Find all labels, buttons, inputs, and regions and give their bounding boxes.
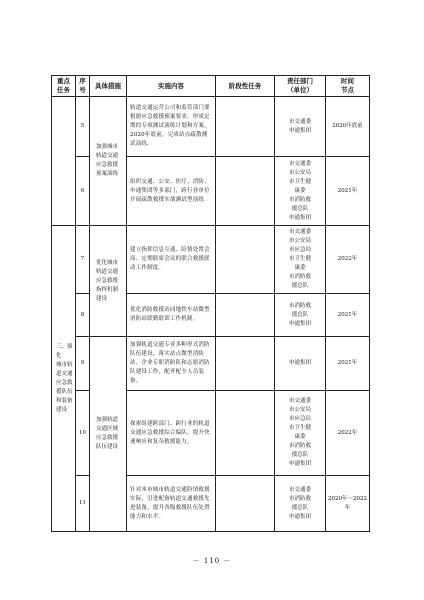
stage-cell bbox=[216, 97, 275, 157]
dept-cell: 申通集团 bbox=[275, 337, 326, 391]
row-number: 5 bbox=[76, 97, 90, 157]
stage-cell bbox=[216, 337, 275, 391]
row-number: 11 bbox=[76, 476, 90, 532]
stage-cell bbox=[216, 157, 275, 226]
node-cell: 2021年 bbox=[326, 157, 370, 226]
node-cell: 2020年底前 bbox=[326, 97, 370, 157]
table-header-row bbox=[52, 76, 370, 97]
dept-cell: 市交通委 市公安局 市应急局 市卫生健 康委 市消防救 援总队 申通集团 bbox=[275, 391, 326, 476]
header-number: 序 号 bbox=[76, 76, 90, 97]
stage-cell bbox=[216, 391, 275, 476]
dept-cell: 市交通委 市公安局 市卫生健 康委 市消防救 援总队 申通集团 bbox=[275, 157, 326, 226]
content-cell: 建立指挥信息互通、险情处置会商、定期联席会议的联合救援联动工作制度。 bbox=[127, 226, 216, 294]
measure-cell: 加强轨道 交通区域 应急救援 队伍建设 bbox=[90, 337, 127, 532]
dept-cell: 市交通委 申通集团 bbox=[275, 97, 326, 157]
dept-cell: 市交通委 市公安局 市应急局 市卫生健 康委 市消防救 援总队 bbox=[275, 226, 326, 294]
content-cell: 轨道交通运营公司和监管部门要根据应急救援预案要求，形成定期的专项测试演练计划和方案，2020年底前，完成站点疏散测试演练。 bbox=[127, 97, 216, 157]
priority-task-cell-empty bbox=[52, 97, 76, 226]
node-cell: 2021年 bbox=[326, 294, 370, 337]
node-cell: 2021年 bbox=[326, 337, 370, 391]
measure-cell: 优化城市 轨道交通 应急救援 指挥机制 建设 bbox=[90, 226, 127, 337]
row-number: 10 bbox=[76, 391, 90, 476]
header-stage: 阶段性任务 bbox=[216, 76, 275, 97]
dept-cell: 市消防救 援总队 申通集团 bbox=[275, 294, 326, 337]
measure-cell: 加强城市 轨道交通 应急救援 预案演练 bbox=[90, 97, 127, 226]
content-cell: 组织交通、公安、医疗、消防、申通集团等多部门，跨行业单位开展疏散救援实战测试型演练 bbox=[127, 157, 216, 226]
content-cell: 优化消防救援站同地铁车站微型消防站联勤联训工作机制。 bbox=[127, 294, 216, 337]
content-cell: 针对本市城市轨道交通险情救援实际，引进配备轨道交通救援先进装备，提升各级救援队伍处置能力和水平。 bbox=[127, 476, 216, 532]
dept-cell: 市交通委 市消防救 援总队 申通集团 bbox=[275, 476, 326, 532]
stage-cell bbox=[216, 476, 275, 532]
header-dept: 责任部门 （单位） bbox=[275, 76, 326, 97]
header-node: 时间 节点 bbox=[326, 76, 370, 97]
page-number: － 110 － bbox=[192, 557, 232, 565]
task-table bbox=[51, 75, 370, 532]
stage-cell bbox=[216, 226, 275, 294]
node-cell: 2022年 bbox=[326, 391, 370, 476]
header-priority-task: 重点 任务 bbox=[52, 76, 76, 97]
table-row bbox=[52, 337, 370, 391]
priority-task-cell: 三、强化 城市轨 道交通 应急救 援队伍 和装备 建设 bbox=[52, 226, 76, 532]
table-row bbox=[52, 97, 370, 157]
header-measure: 具体措施 bbox=[90, 76, 127, 97]
row-number: 9 bbox=[76, 337, 90, 391]
node-cell: 2022年 bbox=[326, 226, 370, 294]
row-number: 7 bbox=[76, 226, 90, 294]
table-row bbox=[52, 226, 370, 294]
node-cell: 2020年～2022年 bbox=[326, 476, 370, 532]
row-number: 8 bbox=[76, 294, 90, 337]
stage-cell bbox=[216, 294, 275, 337]
header-content: 实施内容 bbox=[127, 76, 216, 97]
content-cell: 探索组建跨部门、跨行业的轨道交通应急救援综合编队，提升快速响应和复杂救援能力。 bbox=[127, 391, 216, 476]
content-cell: 加强轨道交通专业多种形式消防队伍建设，落实站点微型消防站、企业专职消防队和志愿消防队建设工作，配齐配全人员装备。 bbox=[127, 337, 216, 391]
row-number: 6 bbox=[76, 157, 90, 226]
